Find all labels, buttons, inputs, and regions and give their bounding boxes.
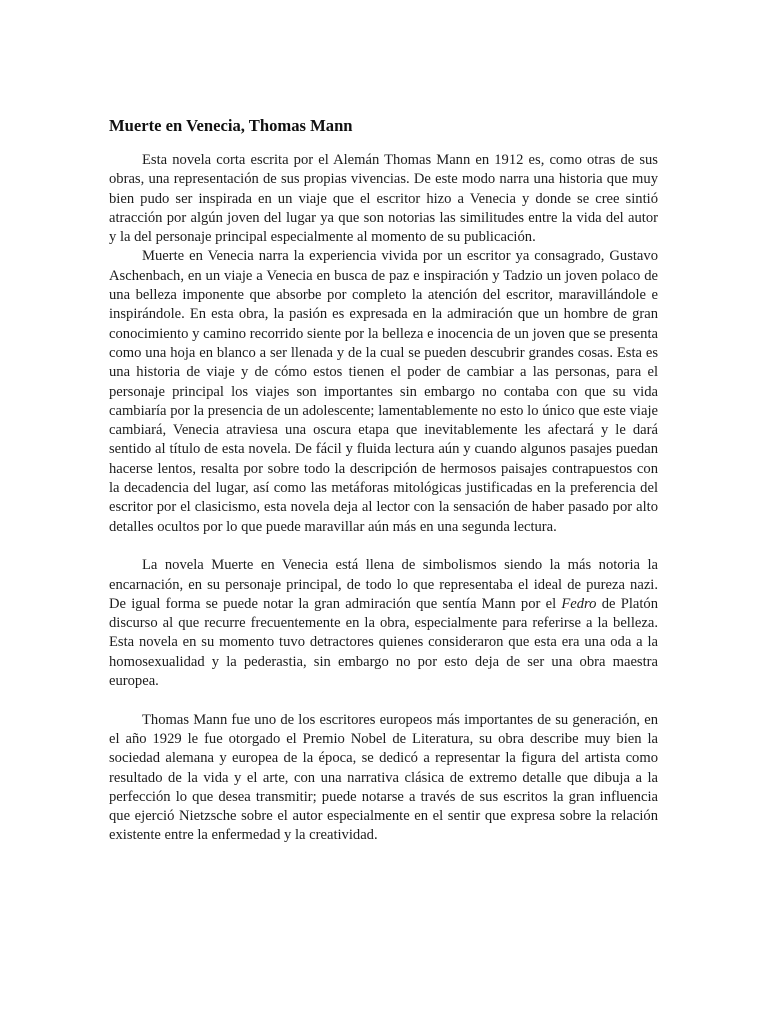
document-body bbox=[109, 116, 658, 846]
book-title-fedro: Fedro bbox=[561, 595, 597, 612]
document-title: Muerte en Venecia, Thomas Mann bbox=[109, 116, 353, 135]
paragraph-spacer bbox=[109, 537, 658, 556]
paragraph-3-text-a: La novela Muerte en Venecia está llena de simbolismos siendo la más notoria la encarnación, en su personaje principal, de todo lo que representaba el ideal de pureza nazi. De igual forma se puede notar la gran admiración que sentía Mann por el bbox=[109, 557, 658, 612]
paragraph-spacer bbox=[109, 691, 658, 710]
paragraph-2: Muerte en Venecia narra la experiencia vivida por un escritor ya consagrado, Gustavo Aschenbach, en un viaje a Venecia en busca de paz e inspiración y Tadzio un joven polaco de una belleza imponente que absorbe por completo la atención del escritor, maravillándole e inspirándole. En esta obra, la pasión es expresada en la admiración que un hombre de gran conocimiento y camino recorrido siente por la belleza e inocencia de un joven que se presenta como una hoja en blanco a ser llenada y de la cual se pueden descubrir grandes cosas. Esta es una historia de viaje y de cómo estos tienen el poder de cambiar a las personas, para el personaje principal los viajes son importantes sin embargo no contaba con que su vida cambiaría por la presencia de un adolescente; lamentablemente no esto lo único que este viaje cambiará, Venecia atraviesa una oscura etapa que inevitablemente les afectará y le dará sentido al título de esta novela. De fácil y fluida lectura aún y cuando algunos pasajes puedan hacerse lentos, resalta por sobre todo la descripción de hermosos paisajes contrapuestos con la decadencia del lugar, así como las metáforas mitológicas justificadas en la preferencia del escritor por el clasicismo, esta novela deja al lector con la sensación de haber pasado por alto detalles ocultos por lo que puede maravillar aún más en una segunda lectura. bbox=[109, 248, 658, 535]
paragraph-3 bbox=[109, 556, 658, 691]
paragraph-1: Esta novela corta escrita por el Alemán Thomas Mann en 1912 es, como otras de sus obras, una representación de sus propias vivencias. De este modo narra una historia que muy bien pudo ser inspirada en un viaje que el escritor hizo a Venecia y donde se cree sintió atracción por algún joven del lugar ya que son notorias las similitudes entre la vida del autor y la del personaje principal especialmente al momento de su publicación. bbox=[109, 152, 658, 246]
paragraph-3-text-b: de Platón discurso al que recurre frecuentemente en la obra, especialmente para referirse a la belleza. Esta novela en su momento tuvo detractores quienes consideraron que esta era una oda a la homosexualidad y la pederastia, sin embargo no por esto deja de ser una obra maestra europea. bbox=[109, 595, 658, 690]
paragraph-4: Thomas Mann fue uno de los escritores europeos más importantes de su generación, en el año 1929 le fue otorgado el Premio Nobel de Literatura, su obra describe muy bien la sociedad alemana y europea de la época, se dedicó a representar la figura del artista como resultado de la vida y el arte, con una narrativa clásica de extremo detalle que dibuja a la perfección lo que desea transmitir; puede notarse a través de sus escritos la gran influencia que ejerció Nietzsche sobre el autor especialmente en el sentir que expresa sobre la relación existente entre la enfermedad y la creatividad. bbox=[109, 711, 658, 844]
